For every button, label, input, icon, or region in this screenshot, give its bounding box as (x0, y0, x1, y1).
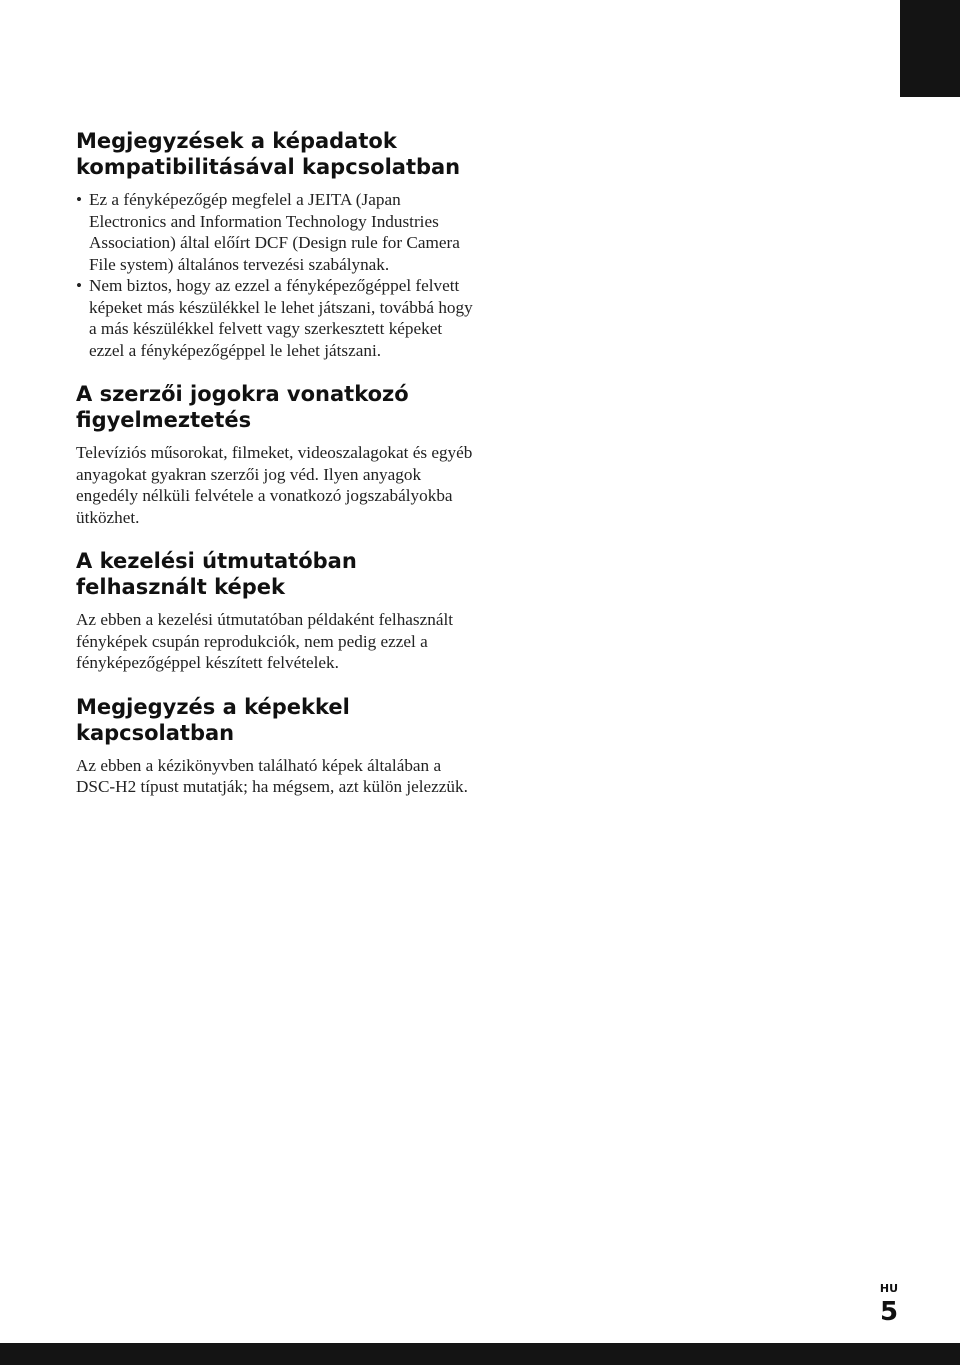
language-code: HU (879, 1282, 899, 1295)
page-number: 5 (879, 1297, 899, 1327)
page-content (76, 128, 476, 818)
section-body: Az ebben a kezelési útmutatóban példaként felhasznált fényképek csupán reprodukciók, nem pedig ezzel a fényképezőgéppel készített felvételek. (76, 610, 454, 672)
section-copyright (76, 381, 476, 528)
page-footer (878, 1283, 900, 1329)
bullet-list (76, 189, 476, 361)
list-item: • Nem biztos, hogy az ezzel a fényképezőgéppel felvett képeket más készülékkel le lehet játszani, továbbá hogy a más készülékkel felvett vagy szerkesztett képeket ezzel a fényképezőgéppel le lehet játszani. (76, 275, 476, 361)
section-heading: Megjegyzés a képekkel kapcsolatban (76, 694, 350, 745)
section-heading: A szerzői jogokra vonatkozó figyelmeztetés (76, 382, 409, 432)
list-item: • Ez a fényképezőgép megfelel a JEITA (Japan Electronics and Information Technology Industries Association) által előírt DCF (Design rule for Camera File system) általános tervezési szabálynak. (76, 189, 476, 275)
bottom-bar (0, 1343, 960, 1365)
section-compatibility (76, 128, 476, 361)
section-manual-images (76, 548, 476, 674)
corner-tab (900, 0, 960, 97)
section-body: Az ebben a kézikönyvben található képek általában a DSC-H2 típust mutatják; ha mégsem, azt külön jelezzük. (76, 755, 468, 796)
section-heading: A kezelési útmutatóban felhasznált képek (76, 549, 357, 599)
section-images-note (76, 694, 476, 798)
section-body: Televíziós műsorokat, filmeket, videoszalagokat és egyéb anyagokat gyakran szerzői jog véd. Ilyen anyagok engedély nélküli felvétele a vonatkozó jogszabályokba ütközhet. (76, 443, 473, 527)
section-heading: Megjegyzések a képadatok kompatibilitásával kapcsolatban (76, 129, 461, 179)
